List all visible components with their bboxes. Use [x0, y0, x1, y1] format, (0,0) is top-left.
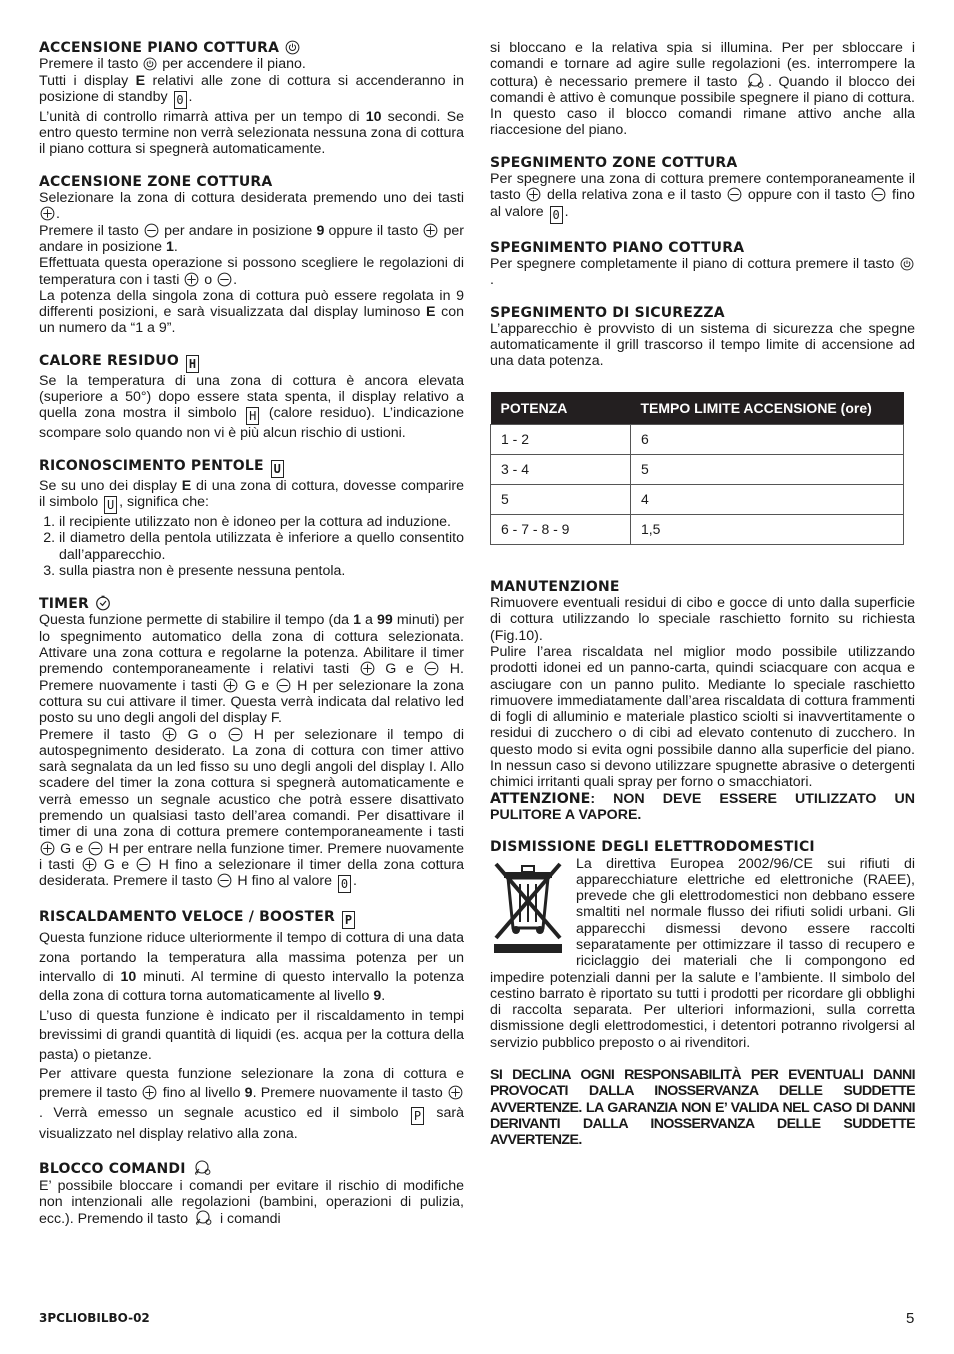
plus-icon	[448, 1085, 463, 1100]
section-manutenzione	[490, 579, 915, 823]
cell: 5	[631, 454, 904, 484]
cell: 1,5	[631, 514, 904, 544]
section-title: CALORE RESIDUO H	[39, 353, 464, 373]
standby-symbol: 0	[550, 206, 563, 224]
cell: 1 - 2	[491, 424, 631, 454]
section-title: RISCALDAMENTO VELOCE / BOOSTER P	[39, 909, 464, 929]
paragraph: E’ possibile bloccare i comandi per evitare il rischio di modifiche non intenzionali alle regolazioni (bambini, operazioni di pulizia, ecc.). Premendo il tasto i comandi	[39, 1177, 464, 1228]
section-booster	[39, 909, 464, 1144]
minus-icon	[871, 187, 886, 202]
cell: 6 - 7 - 8 - 9	[491, 514, 631, 544]
paragraph: Se la temperatura di una zona di cottura è ancora elevata (superiore a 50°) dopo essere stata spenta, il display relativo a quella zona mostra il simbolo H (calore residuo). L’indicazione scompare solo quando non vi è più alcun rischio di ustioni.	[39, 372, 464, 442]
standby-symbol: 0	[338, 875, 351, 893]
residual-heat-symbol: H	[246, 407, 259, 425]
plus-icon	[82, 857, 97, 872]
residual-heat-symbol: H	[186, 355, 199, 373]
section-title: BLOCCO COMANDI	[39, 1160, 464, 1177]
plus-icon	[423, 223, 438, 238]
condition-list	[39, 514, 464, 579]
right-column	[490, 40, 915, 1149]
section-spegnimento-zone	[490, 155, 915, 224]
plus-icon	[162, 727, 177, 742]
cell: 4	[631, 484, 904, 514]
column-header: POTENZA	[491, 392, 631, 425]
paragraph: La direttiva Europea 2002/96/CE sui rifiuti di apparecchiature elettriche ed elettroniche (RAEE), prevede che gli elettrodomestici non debbano essere smaltiti nel normale flusso dei rifiuti solidi urbani. Gli apparecchi dismessi devono essere raccolti separatamente per ottimizzare il tasso di recupero e riciclaggio dei materiali che li compongono ed impedire potenziali danni per la salute e l’ambiente. Il simbolo del cestino barrato è riportato su tutti i prodotti per ricordare gli obblighi di raccolta separata. Per ulteriori informazioni, sulla corretta dismissione degli elettrodomestici, i detentori potranno rivolgersi al servizio pubblico preposto o ai rivenditori.	[490, 855, 915, 1051]
list-item: 3. sulla piastra non è presente nessuna pentola.	[59, 563, 464, 579]
cell: 6	[631, 424, 904, 454]
section-riconoscimento-pentole	[39, 458, 464, 579]
table-row	[491, 514, 904, 544]
cell: 5	[491, 484, 631, 514]
key-lock-icon	[192, 1160, 214, 1176]
paragraph: Rimuovere eventuali residui di cibo e gocce di unto dalla superficie di cottura utilizzando lo speciale raschietto fornito su richiesta (Fig.10).	[490, 595, 915, 644]
minus-icon	[217, 272, 232, 287]
column-header: TEMPO LIMITE ACCENSIONE (ore)	[631, 392, 904, 425]
table-row	[491, 424, 904, 454]
minus-icon	[136, 857, 151, 872]
section-accensione-piano	[39, 40, 464, 158]
document-code: 3PCLIOBILBO-02	[39, 1311, 150, 1325]
section-title: DISMISSIONE DEGLI ELETTRODOMESTICI	[490, 839, 815, 856]
minus-icon	[217, 873, 232, 888]
disclaimer-warning: SI DECLINA OGNI RESPONSABILITÀ PER EVENTUALI DANNI PROVOCATI DALLA INOSSERVANZA DELLE SUDDETTE AVVERTENZE. LA GARANZIA NON E’ VALIDA NEL CASO DI DANNI DERIVANTI DALLA INOSSERVANZA DELLE SUDDETTE AVVERTENZE.	[490, 1067, 915, 1149]
attention-note: ATTENZIONE: NON DEVE ESSERE UTILIZZATO UN PULITORE A VAPORE.	[490, 790, 915, 823]
section-accensione-zone	[39, 174, 464, 337]
paragraph: Selezionare la zona di cottura desiderata premendo uno dei tasti . Premere il tasto per andare in posizione 9 oppure il tasto per andare in posizione 1. Effettuata questa operazione si possono scegliere le regolazioni di temperatura con i tasti o . La potenza della singola zona di cottura può essere regolata in 9 differenti posizioni, e sarà visualizzata dal display luminoso E con un numero da “1 a 9”.	[39, 190, 464, 337]
power-time-table	[490, 392, 904, 545]
section-spegnimento-sicurezza	[490, 305, 915, 370]
section-title: RICONOSCIMENTO PENTOLE U	[39, 458, 464, 478]
section-spegnimento-piano	[490, 240, 915, 289]
plus-icon	[360, 661, 375, 676]
table-row	[491, 484, 904, 514]
section-calore-residuo	[39, 353, 464, 442]
key-lock-icon	[193, 1210, 215, 1226]
minus-icon	[727, 187, 742, 202]
minus-icon	[424, 661, 439, 676]
power-icon	[143, 57, 157, 71]
plus-icon	[526, 187, 541, 202]
section-timer	[39, 595, 464, 893]
section-title: SPEGNIMENTO ZONE COTTURA	[490, 154, 738, 171]
section-title: ACCENSIONE PIANO COTTURA	[39, 40, 464, 56]
plus-icon	[223, 678, 238, 693]
plus-icon	[184, 272, 199, 287]
booster-symbol: P	[342, 911, 355, 929]
paragraph: L’apparecchio è provvisto di un sistema di sicurezza che spegne automaticamente il grill trascorso il tempo limite di accensione ad una data potenza.	[490, 320, 915, 370]
paragraph: Questa funzione permette di stabilire il tempo (da 1 a 99 minuti) per lo spegnimento automatico della zona di cottura selezionata. Attivare una zona cottura e regolarne la potenza. Abilitare il timer premendo contemporaneamente i relativi tasti G e H. Premere nuovamente i tasti G e H per selezionare la zona cottura su cui attivare il timer. Questa verrà indicata dal relativo led posto su uno degli angoli del display F. Premere il tasto G o H per selezionare il tempo di autospegnimento desiderato. La zona di cottura con timer attivo sarà segnalata da un led fisso su uno degli angoli del display I. Allo scadere del timer la zona cottura si spegnerà automaticamente e verrà emesso un segnale acustico che potrà essere disattivato premendo un qualsiasi tasto dell’area comandi. Per disattivare il timer di una zona di cottura premere contemporaneamente i tasti G e H per entrare nella funzione timer. Premere nuovamente i tasti G e H fino a selezionare il timer della zona cottura desiderata. Premere il tasto H fino al valore 0 .	[39, 612, 464, 892]
minus-icon	[88, 841, 103, 856]
section-title: SPEGNIMENTO PIANO COTTURA	[490, 239, 745, 256]
key-lock-icon	[745, 73, 767, 89]
paragraph: si bloccano e la relativa spia si illumina. Per per sbloccare i comandi e tornare ad agire sulle regolazioni (es. interrompere la cottura) è necessario premere il tasto . Quando il blocco dei comandi è attivo è comunque possibile spegnere il piano di cottura. In questo caso il blocco comandi rimane attivo anche alla riaccesione del piano.	[490, 40, 916, 139]
paragraph: Per spegnere completamente il piano di cottura premere il tasto .	[490, 256, 915, 289]
list-item: 2. il diametro della pentola utilizzata è inferiore a quello consentito dall’apparecchio.	[59, 530, 464, 563]
left-column	[39, 40, 464, 1243]
section-title: MANUTENZIONE	[490, 578, 620, 595]
table-header-row	[491, 392, 904, 425]
page-number: 5	[906, 1310, 915, 1327]
section-title: TIMER	[39, 595, 464, 612]
minus-icon	[228, 727, 243, 742]
booster-symbol: P	[411, 1107, 424, 1125]
section-blocco-comandi	[39, 1160, 464, 1227]
pan-symbol: U	[271, 460, 284, 478]
plus-icon	[40, 206, 55, 221]
paragraph: L’uso di questa funzione è indicato per il riscaldamento in tempi brevissimi di grandi quantità di liquidi (es. acqua per la cottura della pasta) o pietanze.	[39, 1007, 464, 1063]
section-title: SPEGNIMENTO DI SICUREZZA	[490, 304, 725, 321]
paragraph: Premere il tasto per accendere il piano. Tutti i display E relativi alle zone di cottura si accenderanno in posizione di standby 0 . L’unità di controllo rimarrà attiva per un tempo di 10 secondi. Se entro questo termine non verrà selezionata nessuna zona di cottura il piano cottura si spegnerà automaticamente.	[39, 56, 464, 158]
paragraph: Questa funzione riduce ulteriormente il tempo di cottura di una data zona portando la temperatura alla massima potenza per un intervallo di 10 minuti. Al termine di questo intervallo la potenza della zona di cottura torna automaticamente al livello 9.	[39, 930, 464, 1005]
minus-icon	[276, 678, 291, 693]
plus-icon	[142, 1085, 157, 1100]
timer-icon	[95, 595, 111, 611]
paragraph: Per spegnere una zona di cottura premere contemporaneamente il tasto della relativa zona e il tasto oppure con il tasto fino al valore 0 .	[490, 171, 915, 222]
plus-icon	[40, 841, 55, 856]
section-title: ACCENSIONE ZONE COTTURA	[39, 173, 273, 190]
paragraph: Per attivare questa funzione selezionare la zona di cottura e premere il tasto fino al livello 9. Premere nuovamente il tasto . Verrà emesso un segnale acustico ed il simbolo P sarà visualizzato nel display relativo alla zona.	[39, 1066, 464, 1142]
cell: 3 - 4	[491, 454, 631, 484]
pan-symbol: U	[104, 496, 117, 514]
power-icon	[900, 257, 914, 271]
power-icon	[285, 40, 300, 55]
paragraph: Se su uno dei display E di una zona di cottura, dovesse comparire il simbolo U , significa che:	[39, 477, 465, 512]
paragraph: Pulire l’area riscaldata nel miglior modo possibile utilizzando prodotti idonei ed un panno-carta, quindi sciacquare con acqua e asciugare con un panno pulito. Mediante lo speciale raschietto rimuovere immediatamente dall’area riscaldata di cottura frammenti di fogli di alluminio e materiale plastico sciolti si inavvertitamente o residui di zucchero o di cibi ad elevato contenuto di zucchero. In questo modo si evita ogni possibile danno alla superficie del piano. In nessun caso si devono utilizzare spugnette abrasive o detergenti chimici irritanti quali spray per forno o smacchiatori.	[490, 643, 915, 791]
section-dismissione	[490, 839, 915, 1051]
list-item: 1. il recipiente utilizzato non è idoneo per la cottura ad induzione.	[59, 514, 464, 530]
weee-bin-icon	[490, 858, 566, 954]
table-row	[491, 454, 904, 484]
standby-symbol: 0	[174, 91, 187, 109]
minus-icon	[144, 223, 159, 238]
section-blocco-comandi-cont	[490, 40, 915, 139]
